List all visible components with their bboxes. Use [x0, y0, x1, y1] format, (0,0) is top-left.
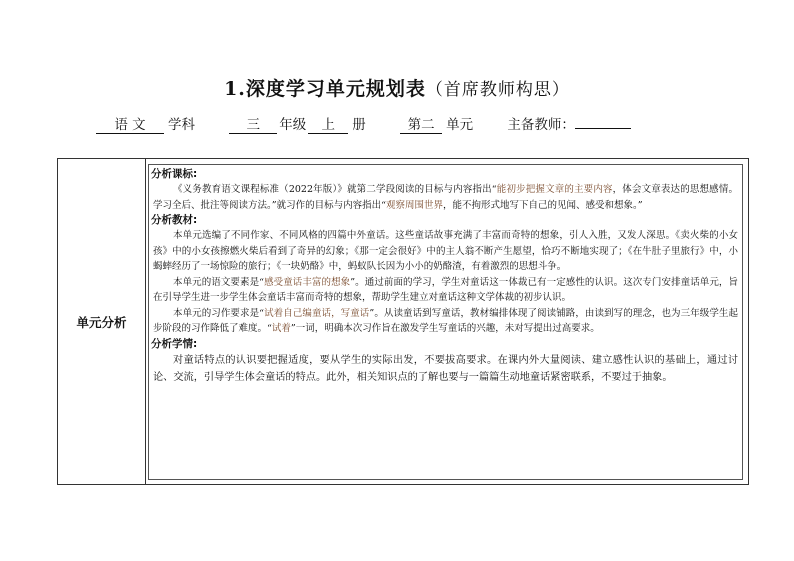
row-label: 单元分析 [76, 314, 127, 330]
term-label: 册 [352, 117, 366, 133]
planning-table [57, 158, 749, 485]
section-paragraph [149, 228, 742, 275]
quoted-text: 感受童话丰富的想象 [264, 276, 351, 288]
subject-value: 语 文 [96, 117, 164, 134]
analysis-content-box [148, 164, 743, 480]
grade-label: 年级 [279, 117, 307, 133]
section-heading: 分析学情: [151, 337, 198, 350]
quoted-text: 试着自己编童话，写童话 [264, 307, 370, 319]
quoted-text: 能初步把握文章的主要内容 [496, 184, 613, 195]
paragraph-text: 本单元的语文要素是“ [173, 276, 265, 288]
analysis-cell [147, 159, 748, 484]
teacher-label: 主备教师： [507, 117, 575, 133]
paragraph-text: ”。通过前面的学习，学生对童话这一体裁已有一定感性的认识。这次专门安排童话单元，旨在引导学生进一步学生体会童话丰富而奇特的想象，帮助学生建立对童话这种文学体裁的初步认识。 [153, 276, 738, 303]
paragraph-text: ”一词，明确本次习作旨在激发学生写童话的兴趣，未对写提出过高要求。 [290, 323, 600, 334]
paragraph-text: ，体会文章表达的思想感情。学习全后、批注等阅读方法。”就习作的目标与内容指出“ [153, 184, 738, 211]
unit-label: 单元 [446, 117, 474, 133]
unit-value: 第二 [400, 117, 442, 134]
section-paragraph [149, 275, 742, 306]
quoted-text: 观察周围世界 [385, 199, 443, 211]
paragraph-text: 对童话特点的认识要把握适度，要从学生的实际出发，不要拔高要求。在课内外大量阅读、建立感性认识的基础上，通过讨论、交流，引导学生体会童话的特点。此外，相关知识点的了解也要与一篇篇生动地童话紧密联系，不要过于抽象。 [153, 354, 738, 383]
paragraph-text: 《义务教育语文课程标准（2022年版）》就第二学段阅读的目标与内容指出“ [173, 184, 497, 195]
section-paragraph [149, 182, 742, 213]
grade-value: 三 [229, 117, 277, 134]
section-heading: 分析课标: [151, 168, 198, 180]
teacher-value [575, 128, 631, 129]
term-value: 上 [308, 117, 348, 134]
paragraph-text: ，能不拘形式地写下自己的见闻、感受和想象。” [442, 199, 643, 211]
section-paragraph [149, 306, 742, 337]
paragraph-text: 本单元的习作要求是“ [173, 307, 265, 319]
quoted-text: 试着 [271, 323, 291, 334]
subject-label: 学科 [168, 117, 195, 133]
title-sub: （首席教师构思） [425, 80, 570, 100]
paragraph-text: 本单元选编了不同作家、不同风格的四篇中外童话。这些童话故事充满了丰富而奇特的想象，引人入胜，又发人深思。《卖火柴的小女孩》中的小女孩擦燃火柴后看到了奇异的幻象；《那一定会很好》中的主人翁不断产生愿望，恰巧不断地实现了；《在牛肚子里旅行》中，小蝎蟀经历了一场惊险的旅行；《一块奶酪》中，蚂蚁队长因为小小的奶酪渣，有着激烈的思想斗争。 [153, 230, 738, 272]
section-heading: 分析教材: [151, 214, 198, 226]
document-title [0, 74, 794, 101]
paragraph-text: ”。从读童话到写童话，教材编排体现了阅读铺路，由读到写的理念，也为三年级学生起步阶段的习作降低了难度。“ [153, 307, 738, 334]
title-main: 1.深度学习单元规划表 [224, 78, 426, 100]
row-label-cell [58, 159, 146, 484]
header-info-line [96, 113, 631, 134]
section-paragraph [149, 352, 742, 386]
